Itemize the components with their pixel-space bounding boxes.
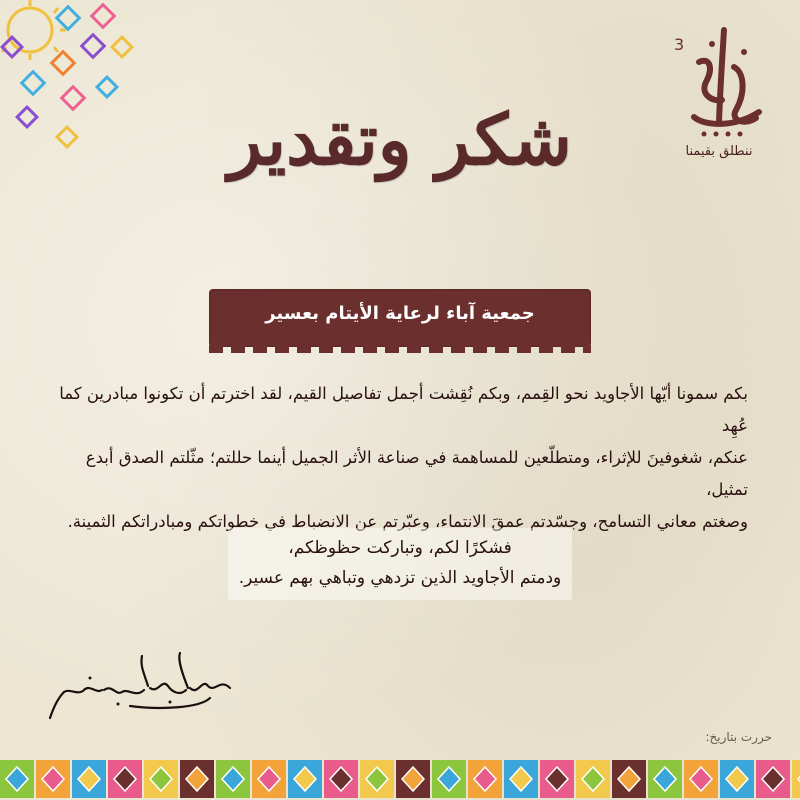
body-line: بكم سمونا أيّها الأجاويد نحو القِمم، وبكم نُقِشت أجمل تفاصيل القيم، لقد اخترتم أن تكونوا مبادرين كما عُهِد [59, 384, 748, 435]
body-line: عنكم، شغوفينَ للإثراء، ومتطلّعين للمساهمة في صناعة الأثر الجميل أينما حللتم؛ مثّلتم الصدق أبدع تمثيل، [85, 448, 748, 499]
thanks-line-1: فشكرًا لكم، وتباركت حظوظكم، [288, 538, 512, 558]
handwritten-signature-icon [40, 648, 240, 728]
thanks-line-2: ودمتم الأجاويد الذين تزدهي وتباهي بهم عسير. [238, 568, 562, 588]
decorative-border-icon [0, 758, 800, 800]
date-label: حررت بتاريخ: [705, 730, 772, 744]
logo-tagline: ننطلق بقيمنا [685, 144, 753, 159]
organization-banner [209, 289, 591, 347]
appreciation-text [52, 378, 748, 538]
certificate-title: شكر وتقدير [228, 98, 572, 181]
organization-name: جمعية آباء لرعاية الأيتام بعسير [265, 303, 535, 324]
thanks-box [228, 528, 572, 600]
body-line: وصغتم معاني التسامح، وجسّدتم عمقَ الانتماء، وعبّرتم عن الانضباط في خطواتكم ومبادراتكم الثمينة. [67, 512, 748, 531]
logo-numeral: 3 [674, 35, 685, 54]
